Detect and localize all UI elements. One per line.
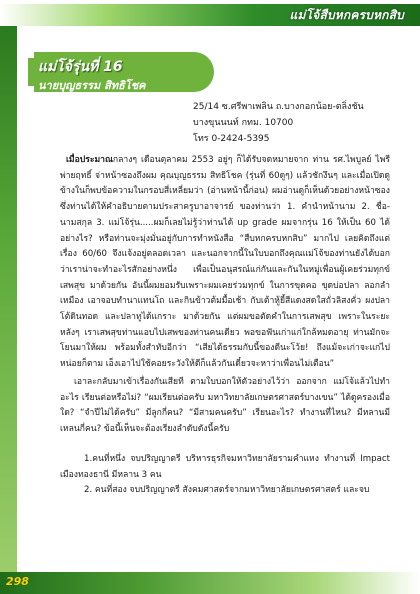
left-decorative-strip [0,26,17,572]
header-title: แม่โจ้สืบหกครบหกสิบ [289,8,404,22]
paragraph-1 [60,153,390,373]
section-title: แม่โจ้รุ่นที่ 16 [38,59,123,75]
paragraph-1-lead: เมื่อประมาณ [66,155,113,165]
bottom-decorative-strip [0,572,420,594]
address-block [193,99,364,147]
address-phone: โทร 0-2424-5395 [193,134,270,144]
author-name: นายบุญธรรม สิทธิโชค [38,79,146,92]
list-item: 2. คนที่สอง จบปริญญาตรี สังคมศาสตร์จากมหาวิทยาลัยเกษตรศาสตร์ และจบ [84,485,370,496]
address-line-2: บางขุนนนท์ กทม. 10700 [193,118,294,128]
address-line-1: 25/14 ซ.ศรีพาเพลิน ถ.บางกอกน้อย-ตลิ่งชัน [193,102,364,112]
paragraph-1-text: กลางๆ เดือนตุลาคม 2553 อยู่ๆ ก็ได้รับจดหมายจาก ท่าน รศ.ไพบูลย์ ไพรีพ่ายฤทธิ์ จ่าหน้าซองถึงผม คุณบุญธรรม สิทธิโชค (รุ่นที่ 60ดูๆ) แล้วชักงึนๆ และเมื่อเปิดดูข้างในก็พบข้อความในกรอบสี่เหลี่ยมว่า (อ่านหน้านี้ก่อน) ผมอ่านดูก็เห็นด้วยอย่างหน้าซอง ซึ่งท่านได้ให้คำอธิบายตามประสาครูบาอาจารย์ ของท่านว่า 1. คำนำหน้านาม 2. ชื่อ-นามสกุล 3. แม่โจ้รุ่น.....ผมก็เลยไม่รู้ว่าท่านได้ up grade ผมจากรุ่น 16 ให้เป็น 60 ได้อย่างไร? หรือท่านจะมุ่งมั่นอยู่กับการทำหนังสือ “สืบหกครบหกสิบ” มากไป เลยคิดถึงแต่เรื่อง 60/60 จึงแจ้งอยู่ตลอดเวลา และนอกจากนี้ในใบบอกถึงคุณแม่โจ้ของท่านยังได้บอกว่าเราน่าจะทำอะไรสักอย่างหนึ่ง เพื่อเป็นอนุสรณ์แก่กันและกันในหมู่เพื่อนผู้เคยร่วมทุกข์ เสพสุข มาด้วยกัน อันนี้ผมยอมรับเพราะผมเคยร่วมทุกข์ ในการขุดคอ ขุดบ่อปลา ลอกลำเหมือง เอาจอบทำนาแทนโถ และกินข้าวต้มมื้อเช้า กับเต้าหู้ยี้สีแดงสดใสถั่วลิสงคั่ว ผงปลาโต้ดินทอด และปลาทูได้แกราะ มาด้วยกัน แต่ผมขอตัดคำในการเสพสุข เพราะในระยะหลังๆ เราเสพสุขท่านแอบไปเสพของท่านคนเดียว พอขอฟันเก่าแก่ใกล้หมดอายุ ท่านมักจะโยนมาให้ผม พร้อมทั้งสำทับอีกว่า “เสียได้ธรรมกับนี้ของดีนะโว้ย! ถึงแม้จะเก่าจะแก่ไปหน่อยก็ตาม เอ็งเอาไปใช้คอยระวังให้ดีก็แล้วกันเดี๋ยวจะหาว่าเพื่อนไม่เตือน” [60,155,390,370]
paragraph-2: เอาละกลับมาเข้าเรื่องกันเสียที ตามใบบอกให้ตัวอย่างไว้ว่า ออกจาก แม่โจ้แล้วไปทำอะไร เรียนต่อหรือไม่? “ผมเรียนต่อครับ มหาวิทยาลัยเกษตรศาสตร์บางเขน” ได้ดูครองเมื่อใด? “จำปีไม่ได้ครับ” มีลูกกี่คน? “มีสามคนครับ” เรียนอะไร? ทำงานที่ไหน? มีหลานมีเหลนกี่คน? ข้อนี้เห็นจะต้องเรียงลำดับดังนี้ครับ [60,377,390,435]
children-list [60,452,390,499]
page-number: 298 [6,575,29,588]
list-item: 1.คนที่หนึ่ง จบปริญญาตรี บริหารธุรกิจมหาวิทยาลัยรามคำแหง ทำงานที่ Impact เมืองทองธานี มีหลาน 3 คน [60,454,390,480]
